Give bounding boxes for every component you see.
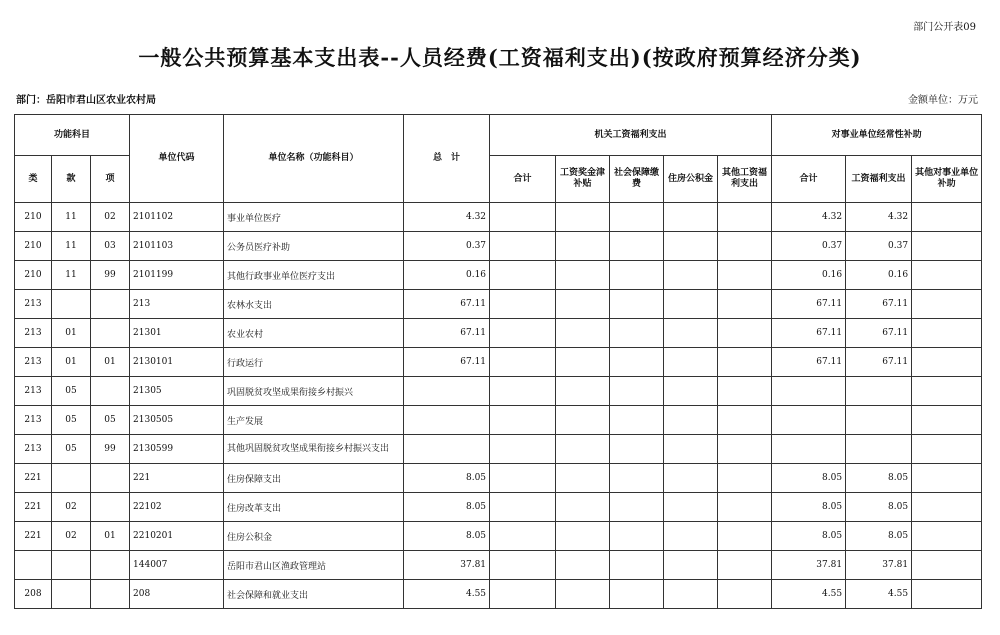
cell-kuan: 11 (52, 232, 91, 261)
cell-agency-total (490, 522, 556, 551)
cell-lei: 210 (15, 232, 52, 261)
cell-kuan: 02 (52, 522, 91, 551)
cell-agency-wage (556, 348, 610, 377)
header-kuan: 款 (52, 156, 91, 203)
cell-lei: 221 (15, 464, 52, 493)
table-row (15, 319, 982, 348)
cell-subsidy-wage: 37.81 (846, 551, 912, 580)
cell-subsidy-other (912, 377, 982, 406)
cell-kuan: 05 (52, 377, 91, 406)
cell-agency-social (610, 377, 664, 406)
cell-unit-name: 岳阳市君山区渔政管理站 (224, 551, 404, 580)
cell-subsidy-wage: 4.32 (846, 203, 912, 232)
cell-lei: 213 (15, 406, 52, 435)
cell-kuan (52, 290, 91, 319)
cell-unit-code: 144007 (130, 551, 224, 580)
header-subsidy-other: 其他对事业单位补助 (912, 156, 982, 203)
cell-kuan: 11 (52, 203, 91, 232)
cell-agency-wage (556, 406, 610, 435)
cell-subsidy-other (912, 493, 982, 522)
cell-total: 4.32 (404, 203, 490, 232)
cell-subsidy-other (912, 580, 982, 609)
cell-agency-wage (556, 522, 610, 551)
cell-subsidy-other (912, 261, 982, 290)
cell-total: 8.05 (404, 464, 490, 493)
cell-subsidy-other (912, 464, 982, 493)
cell-lei: 210 (15, 261, 52, 290)
cell-agency-wage (556, 551, 610, 580)
cell-xiang (91, 551, 130, 580)
header-functional-subject: 功能科目 (15, 115, 130, 156)
cell-subsidy-wage: 8.05 (846, 464, 912, 493)
cell-agency-other (718, 464, 772, 493)
cell-unit-code: 208 (130, 580, 224, 609)
cell-unit-name: 公务员医疗补助 (224, 232, 404, 261)
cell-unit-code: 21301 (130, 319, 224, 348)
cell-xiang: 01 (91, 522, 130, 551)
cell-subsidy-wage: 8.05 (846, 522, 912, 551)
cell-unit-name: 住房改革支出 (224, 493, 404, 522)
page-title: 一般公共预算基本支出表--人员经费(工资福利支出)(按政府预算经济分类) (138, 45, 862, 70)
cell-unit-code: 213 (130, 290, 224, 319)
cell-agency-wage (556, 377, 610, 406)
cell-subsidy-other (912, 203, 982, 232)
cell-agency-total (490, 551, 556, 580)
cell-xiang (91, 377, 130, 406)
cell-unit-name: 生产发展 (224, 406, 404, 435)
cell-agency-housing (664, 348, 718, 377)
cell-agency-other (718, 580, 772, 609)
cell-agency-housing (664, 232, 718, 261)
cell-agency-housing (664, 261, 718, 290)
table-row (15, 551, 982, 580)
cell-agency-social (610, 406, 664, 435)
cell-agency-other (718, 406, 772, 435)
cell-unit-code: 2101199 (130, 261, 224, 290)
header-agency-total: 合计 (490, 156, 556, 203)
cell-kuan: 02 (52, 493, 91, 522)
header-xiang: 项 (91, 156, 130, 203)
cell-unit-code: 2130101 (130, 348, 224, 377)
cell-unit-code: 2130505 (130, 406, 224, 435)
header-agency-wage: 工资奖金津补贴 (556, 156, 610, 203)
cell-agency-housing (664, 522, 718, 551)
header-agency-other: 其他工资福利支出 (718, 156, 772, 203)
cell-agency-housing (664, 464, 718, 493)
header-subsidy-wage: 工资福利支出 (846, 156, 912, 203)
cell-agency-social (610, 522, 664, 551)
cell-unit-name: 其他巩固脱贫攻坚成果衔接乡村振兴支出 (224, 435, 404, 464)
cell-agency-total (490, 580, 556, 609)
header-agency-housing: 住房公积金 (664, 156, 718, 203)
cell-agency-social (610, 464, 664, 493)
cell-agency-housing (664, 377, 718, 406)
cell-agency-total (490, 203, 556, 232)
cell-subsidy-total: 8.05 (772, 464, 846, 493)
cell-agency-other (718, 232, 772, 261)
table-row (15, 348, 982, 377)
cell-agency-other (718, 261, 772, 290)
cell-agency-other (718, 377, 772, 406)
cell-subsidy-other (912, 319, 982, 348)
cell-agency-housing (664, 406, 718, 435)
cell-agency-total (490, 464, 556, 493)
cell-total: 67.11 (404, 319, 490, 348)
table-row (15, 522, 982, 551)
header-unit-code: 单位代码 (130, 115, 224, 203)
cell-agency-social (610, 493, 664, 522)
cell-agency-total (490, 493, 556, 522)
cell-agency-housing (664, 551, 718, 580)
cell-unit-code: 2101103 (130, 232, 224, 261)
table-row (15, 493, 982, 522)
cell-subsidy-other (912, 232, 982, 261)
cell-lei: 213 (15, 290, 52, 319)
cell-unit-name: 社会保障和就业支出 (224, 580, 404, 609)
cell-unit-code: 2101102 (130, 203, 224, 232)
cell-agency-housing (664, 493, 718, 522)
table-row (15, 580, 982, 609)
cell-xiang (91, 580, 130, 609)
cell-agency-total (490, 406, 556, 435)
cell-unit-name: 巩固脱贫攻坚成果衔接乡村振兴 (224, 377, 404, 406)
cell-agency-total (490, 377, 556, 406)
cell-subsidy-total: 37.81 (772, 551, 846, 580)
cell-subsidy-other (912, 522, 982, 551)
cell-unit-name: 其他行政事业单位医疗支出 (224, 261, 404, 290)
cell-subsidy-wage (846, 406, 912, 435)
cell-agency-other (718, 203, 772, 232)
cell-agency-housing (664, 435, 718, 464)
cell-agency-other (718, 551, 772, 580)
cell-subsidy-total: 4.55 (772, 580, 846, 609)
cell-total: 8.05 (404, 522, 490, 551)
cell-xiang (91, 290, 130, 319)
cell-agency-social (610, 232, 664, 261)
header-agency-social: 社会保障缴费 (610, 156, 664, 203)
cell-subsidy-wage: 0.37 (846, 232, 912, 261)
cell-kuan: 11 (52, 261, 91, 290)
cell-lei (15, 551, 52, 580)
cell-subsidy-total: 67.11 (772, 348, 846, 377)
cell-subsidy-wage: 67.11 (846, 290, 912, 319)
cell-agency-social (610, 319, 664, 348)
cell-total: 8.05 (404, 493, 490, 522)
cell-agency-total (490, 261, 556, 290)
cell-agency-social (610, 290, 664, 319)
cell-subsidy-total (772, 377, 846, 406)
cell-subsidy-wage: 67.11 (846, 348, 912, 377)
cell-xiang: 05 (91, 406, 130, 435)
cell-kuan: 05 (52, 435, 91, 464)
cell-agency-social (610, 203, 664, 232)
cell-xiang: 02 (91, 203, 130, 232)
cell-lei: 221 (15, 522, 52, 551)
cell-subsidy-total: 67.11 (772, 290, 846, 319)
table-row (15, 232, 982, 261)
cell-kuan (52, 464, 91, 493)
cell-lei: 213 (15, 435, 52, 464)
cell-subsidy-total: 0.16 (772, 261, 846, 290)
cell-agency-housing (664, 290, 718, 319)
cell-subsidy-wage (846, 377, 912, 406)
cell-subsidy-total (772, 435, 846, 464)
cell-agency-wage (556, 261, 610, 290)
form-number: 部门公开表09 (913, 22, 976, 33)
cell-lei: 213 (15, 319, 52, 348)
cell-agency-wage (556, 290, 610, 319)
cell-unit-code: 2130599 (130, 435, 224, 464)
cell-subsidy-total: 67.11 (772, 319, 846, 348)
cell-unit-name: 农林水支出 (224, 290, 404, 319)
cell-subsidy-wage: 8.05 (846, 493, 912, 522)
cell-unit-name: 农业农村 (224, 319, 404, 348)
cell-total: 0.37 (404, 232, 490, 261)
cell-total: 67.11 (404, 348, 490, 377)
cell-total (404, 377, 490, 406)
cell-unit-code: 221 (130, 464, 224, 493)
cell-agency-wage (556, 319, 610, 348)
cell-agency-social (610, 435, 664, 464)
cell-lei: 213 (15, 348, 52, 377)
cell-agency-wage (556, 464, 610, 493)
cell-kuan (52, 551, 91, 580)
cell-subsidy-other (912, 551, 982, 580)
cell-agency-wage (556, 493, 610, 522)
cell-kuan: 01 (52, 319, 91, 348)
cell-agency-social (610, 348, 664, 377)
cell-xiang (91, 319, 130, 348)
cell-total: 4.55 (404, 580, 490, 609)
cell-agency-wage (556, 580, 610, 609)
cell-lei: 210 (15, 203, 52, 232)
cell-total: 67.11 (404, 290, 490, 319)
cell-total (404, 435, 490, 464)
cell-agency-wage (556, 435, 610, 464)
cell-agency-wage (556, 203, 610, 232)
cell-subsidy-total: 8.05 (772, 522, 846, 551)
cell-subsidy-total: 8.05 (772, 493, 846, 522)
cell-subsidy-total (772, 406, 846, 435)
cell-agency-total (490, 290, 556, 319)
cell-subsidy-other (912, 435, 982, 464)
cell-xiang: 01 (91, 348, 130, 377)
cell-xiang: 99 (91, 261, 130, 290)
cell-subsidy-total: 4.32 (772, 203, 846, 232)
cell-subsidy-other (912, 290, 982, 319)
cell-agency-social (610, 551, 664, 580)
table-row (15, 290, 982, 319)
cell-xiang (91, 464, 130, 493)
cell-lei: 213 (15, 377, 52, 406)
cell-xiang (91, 493, 130, 522)
cell-agency-other (718, 522, 772, 551)
cell-unit-name: 住房公积金 (224, 522, 404, 551)
table-row (15, 464, 982, 493)
budget-table (14, 114, 982, 609)
table-row (15, 435, 982, 464)
cell-agency-total (490, 435, 556, 464)
cell-agency-total (490, 319, 556, 348)
header-subsidy-total: 合计 (772, 156, 846, 203)
header-agency-group: 机关工资福利支出 (490, 115, 772, 156)
cell-lei: 221 (15, 493, 52, 522)
header-total: 总 计 (404, 115, 490, 203)
cell-unit-name: 行政运行 (224, 348, 404, 377)
cell-kuan: 05 (52, 406, 91, 435)
department-label: 部门：岳阳市君山区农业农村局 (16, 95, 156, 106)
cell-kuan: 01 (52, 348, 91, 377)
cell-agency-other (718, 435, 772, 464)
cell-unit-name: 事业单位医疗 (224, 203, 404, 232)
table-row (15, 261, 982, 290)
cell-agency-housing (664, 319, 718, 348)
cell-subsidy-other (912, 348, 982, 377)
amount-unit-label: 金额单位：万元 (908, 95, 978, 106)
cell-subsidy-wage (846, 435, 912, 464)
cell-unit-name: 住房保障支出 (224, 464, 404, 493)
cell-unit-code: 22102 (130, 493, 224, 522)
table-row (15, 406, 982, 435)
header-subsidy-group: 对事业单位经常性补助 (772, 115, 982, 156)
cell-total (404, 406, 490, 435)
cell-agency-wage (556, 232, 610, 261)
cell-lei: 208 (15, 580, 52, 609)
cell-subsidy-wage: 67.11 (846, 319, 912, 348)
cell-agency-other (718, 290, 772, 319)
cell-agency-housing (664, 580, 718, 609)
header-unit-name: 单位名称（功能科目） (224, 115, 404, 203)
cell-subsidy-wage: 4.55 (846, 580, 912, 609)
cell-unit-code: 21305 (130, 377, 224, 406)
cell-unit-code: 2210201 (130, 522, 224, 551)
cell-agency-housing (664, 203, 718, 232)
cell-subsidy-other (912, 406, 982, 435)
header-lei: 类 (15, 156, 52, 203)
cell-kuan (52, 580, 91, 609)
cell-agency-other (718, 348, 772, 377)
cell-agency-social (610, 580, 664, 609)
cell-xiang: 03 (91, 232, 130, 261)
cell-agency-total (490, 348, 556, 377)
table-row (15, 203, 982, 232)
cell-total: 37.81 (404, 551, 490, 580)
cell-subsidy-total: 0.37 (772, 232, 846, 261)
cell-agency-social (610, 261, 664, 290)
cell-agency-other (718, 319, 772, 348)
cell-subsidy-wage: 0.16 (846, 261, 912, 290)
cell-xiang: 99 (91, 435, 130, 464)
table-row (15, 377, 982, 406)
cell-agency-other (718, 493, 772, 522)
cell-total: 0.16 (404, 261, 490, 290)
cell-agency-total (490, 232, 556, 261)
